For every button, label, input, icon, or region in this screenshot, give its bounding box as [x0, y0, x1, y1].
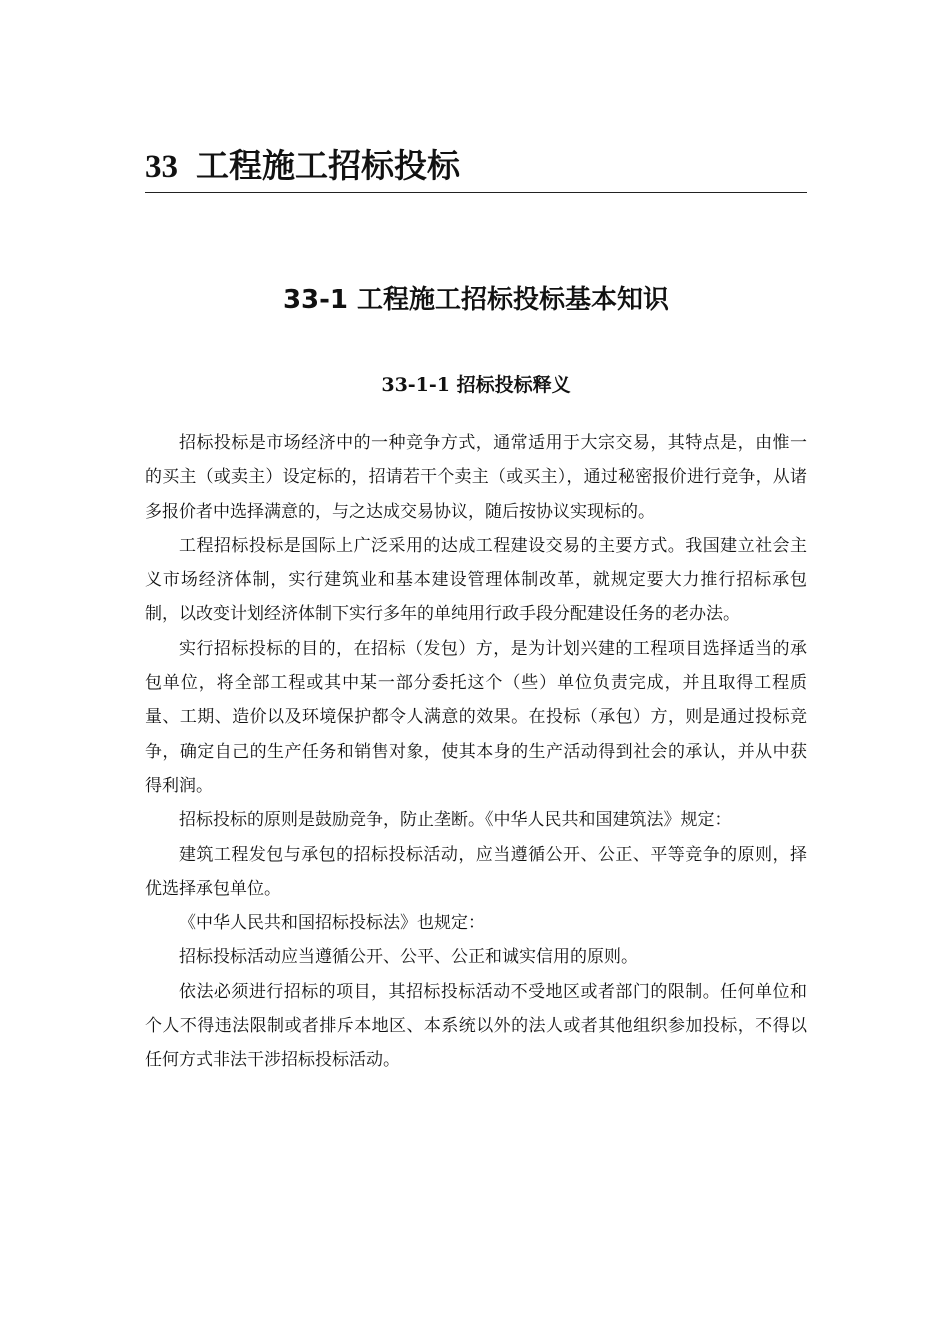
chapter-title-text: 工程施工招标投标 — [196, 146, 460, 185]
paragraph: 实行招标投标的目的，在招标（发包）方，是为计划兴建的工程项目选择适当的承包单位，将全部工程或其中某一部分委托这个（些）单位负责完成，并且取得工程质量、工期、造价以及环境保护都令人满意的效果。在投标（承包）方，则是通过投标竞争，确定自己的生产任务和销售对象，使其本身的生产活动得到社会的承认，并从中获得利润。 — [145, 638, 807, 796]
body-text — [145, 426, 807, 1078]
chapter-divider — [145, 192, 807, 193]
subsection-title: 33-1-1 招标投标释义 — [381, 374, 571, 396]
section-title: 33-1 工程施工招标投标基本知识 — [282, 285, 670, 315]
paragraph: 工程招标投标是国际上广泛采用的达成工程建设交易的主要方式。我国建立社会主义市场经济体制，实行建筑业和基本建设管理体制改革，就规定要大力推行招标承包制，以改变计划经济体制下实行多年的单纯用行政手段分配建设任务的老办法。 — [145, 535, 807, 625]
paragraph: 招标投标的原则是鼓励竞争，防止垄断。《中华人民共和国建筑法》规定： — [179, 810, 732, 831]
chapter-number: 33 — [145, 149, 178, 185]
paragraph: 依法必须进行招标的项目，其招标投标活动不受地区或者部门的限制。任何单位和个人不得违法限制或者排斥本地区、本系统以外的法人或者其他组织参加投标，不得以任何方式非法干涉招标投标活动。 — [145, 981, 807, 1071]
paragraph: 招标投标是市场经济中的一种竞争方式，通常适用于大宗交易，其特点是，由惟一的买主（或卖主）设定标的，招请若干个卖主（或买主），通过秘密报价进行竞争，从诸多报价者中选择满意的，与之达成交易协议，随后按协议实现标的。 — [145, 433, 807, 522]
paragraph: 招标投标活动应当遵循公开、公平、公正和诚实信用的原则。 — [179, 947, 638, 968]
chapter-title — [145, 140, 807, 193]
paragraph: 《中华人民共和国招标投标法》也规定： — [179, 913, 485, 934]
paragraph: 建筑工程发包与承包的招标投标活动，应当遵循公开、公正、平等竞争的原则，择优选择承包单位。 — [145, 844, 807, 899]
